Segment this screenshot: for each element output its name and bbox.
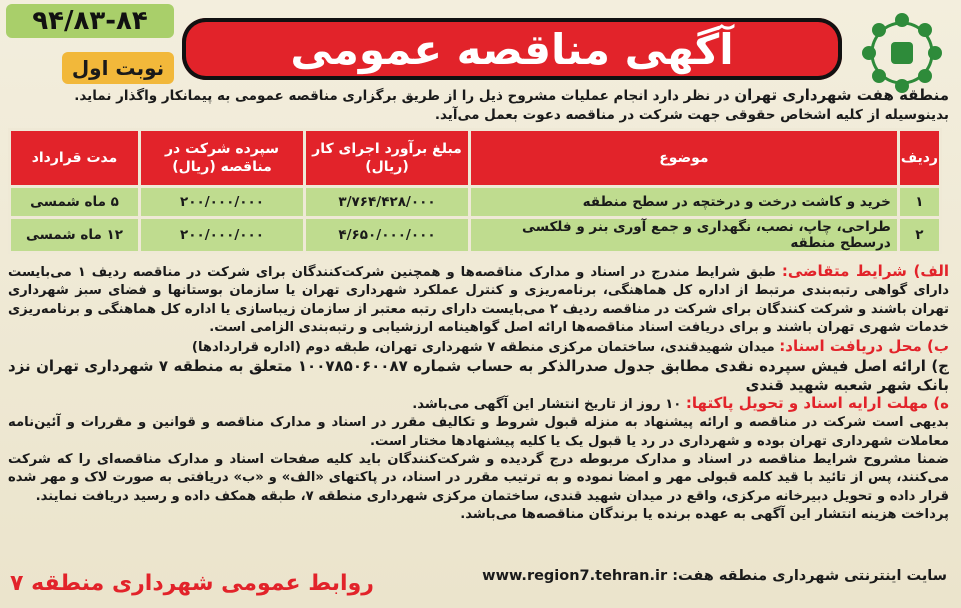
tender-items-table [8, 128, 942, 254]
row-estimate: ۴/۶۵۰/۰۰۰/۰۰۰ [305, 218, 470, 253]
section-be [8, 337, 949, 357]
section-alef [8, 262, 949, 337]
notice-title: آگهی مناقصه عمومی [182, 18, 842, 80]
website-link[interactable]: www.region7.tehran.ir [482, 568, 668, 584]
section-be-text: میدان شهیدقندی، ساختمان مرکزی منطقه ۷ شهرداری تهران، طبقه دوم (اداره قراردادها) [191, 340, 780, 356]
paragraph-terms: بدیهی است شرکت در مناقصه و ارائه پیشنهاد به منزله قبول شروط و تکالیف مقرر در اسناد و مدارک مناقصه و قوانین و مقررات و آئین‌نامه معاملات شهرداری تهران بوده و شهرداری در رد یا قبول یک یا کلیه پیشنهادها مختار است. [8, 415, 949, 449]
section-alef-text: طبق شرایط مندرج در اسناد و مدارک مناقصه‌ها و همچنین شرکت‌کنندگان برای شرکت در مناقصه ردیف ۱ می‌بایست دارای گواهی رتبه‌بندی مرتبط از اداره کل هماهنگی، برنامه‌ریزی و کنترل عملکرد شهرداری تهران یا سازمان بوستانها و فضای سبز شهرداری تهران باشند و شرکت کنندگان برای شرکت در مناقصه ردیف ۲ می‌بایست دارای رتبه معتبر از سازمان زیباسازی یا اداره کل هماهنگی و برنامه‌ریزی خدمات شهری تهران باشند و برای دریافت اسناد مناقصه‌ها ارائه اصل گواهینامه ارزشیابی و رتبه‌بندی الزامی است. [8, 265, 949, 335]
table-row [10, 187, 941, 218]
notice-code-badge: ۹۴/۸۳-۸۴ [6, 4, 174, 38]
row-duration: ۱۲ ماه شمسی [10, 218, 140, 253]
header-row-number: ردیف [898, 130, 940, 187]
intro-line-1: در نظر دارد انجام عملیات مشروح ذیل را از طریق برگزاری مناقصه عمومی به پیمانکار واگذار نماید. [74, 88, 735, 104]
row-subject: خرید و کاشت درخت و درختچه در سطح منطقه [470, 187, 899, 218]
section-alef-title: الف) شرایط متقاضی: [781, 262, 949, 280]
header-deposit: سپرده شرکت در مناقصه (ریال) [140, 130, 305, 187]
table-header-row [10, 130, 941, 187]
organization-name: منطقه هفت شهرداری تهران [734, 86, 949, 104]
header-estimate: مبلغ برآورد اجرای کار (ریال) [305, 130, 470, 187]
row-estimate: ۳/۷۶۴/۴۲۸/۰۰۰ [305, 187, 470, 218]
intro-line-2: بدینوسیله از کلیه اشخاص حقوقی جهت شرکت در مناقصه دعوت بعمل می‌آید. [434, 107, 949, 123]
notice-body [8, 262, 949, 524]
website-label: سایت اینترنتی شهرداری منطقه هفت: [672, 568, 947, 584]
section-be-title: ب) محل دریافت اسناد: [779, 337, 949, 356]
section-he-title: ه) مهلت ارایه اسناد و تحویل پاکتها: [685, 394, 949, 413]
row-subject: طراحی، چاپ، نصب، نگهداری و جمع آوری بنر و فلکسی درسطح منطقه [470, 218, 899, 253]
round-badge: نوبت اول [62, 52, 174, 84]
row-number: ۱ [898, 187, 940, 218]
intro-text [8, 86, 949, 125]
website-line [482, 568, 947, 584]
table-row [10, 218, 941, 253]
header-duration: مدت قرارداد [10, 130, 140, 187]
section-jim: ج) ارائه اصل فیش سپرده نقدی مطابق جدول صدرالذکر به حساب شماره ۱۰۰۷۸۵۰۶۰۰۸۷ متعلق به منطقه ۷ شهرداری تهران نزد بانک شهر شعبه شهید قندی [8, 357, 949, 394]
header-subject: موضوع [470, 130, 899, 187]
tehran-municipality-logo-icon [857, 8, 947, 98]
paragraph-details: ضمنا مشروح شرایط مناقصه در اسناد و مدارک مربوطه درج گردیده و شرکت‌کنندگان باید کلیه صفحات اسناد و مدارک مناقصه‌ای را که شرکت می‌کنند، پس از تائید با قید کلمه قبولی مهر و امضا نموده و به ترتیب مقرر در اسناد، در پاکتهای «الف» و «ب» دریافتی به صورت لاک و مهر شده قرار داده و تحویل دبیرخانه مرکزی، واقع در میدان شهید قندی، ساختمان مرکزی شهرداری منطقه ۷، طبقه همکف داده و رسید دریافت نمایند. [8, 451, 949, 504]
row-number: ۲ [898, 218, 940, 253]
section-he [8, 394, 949, 414]
row-duration: ۵ ماه شمسی [10, 187, 140, 218]
row-deposit: ۲۰۰/۰۰۰/۰۰۰ [140, 218, 305, 253]
section-he-text: ۱۰ روز از تاریخ انتشار این آگهی می‌باشد. [412, 397, 686, 413]
public-relations-brand: روابط عمومی شهرداری منطقه ۷ [10, 571, 374, 596]
row-deposit: ۲۰۰/۰۰۰/۰۰۰ [140, 187, 305, 218]
paragraph-cost: پرداخت هزینه انتشار این آگهی به عهده برنده یا برندگان مناقصه‌ها می‌باشد. [460, 506, 949, 522]
